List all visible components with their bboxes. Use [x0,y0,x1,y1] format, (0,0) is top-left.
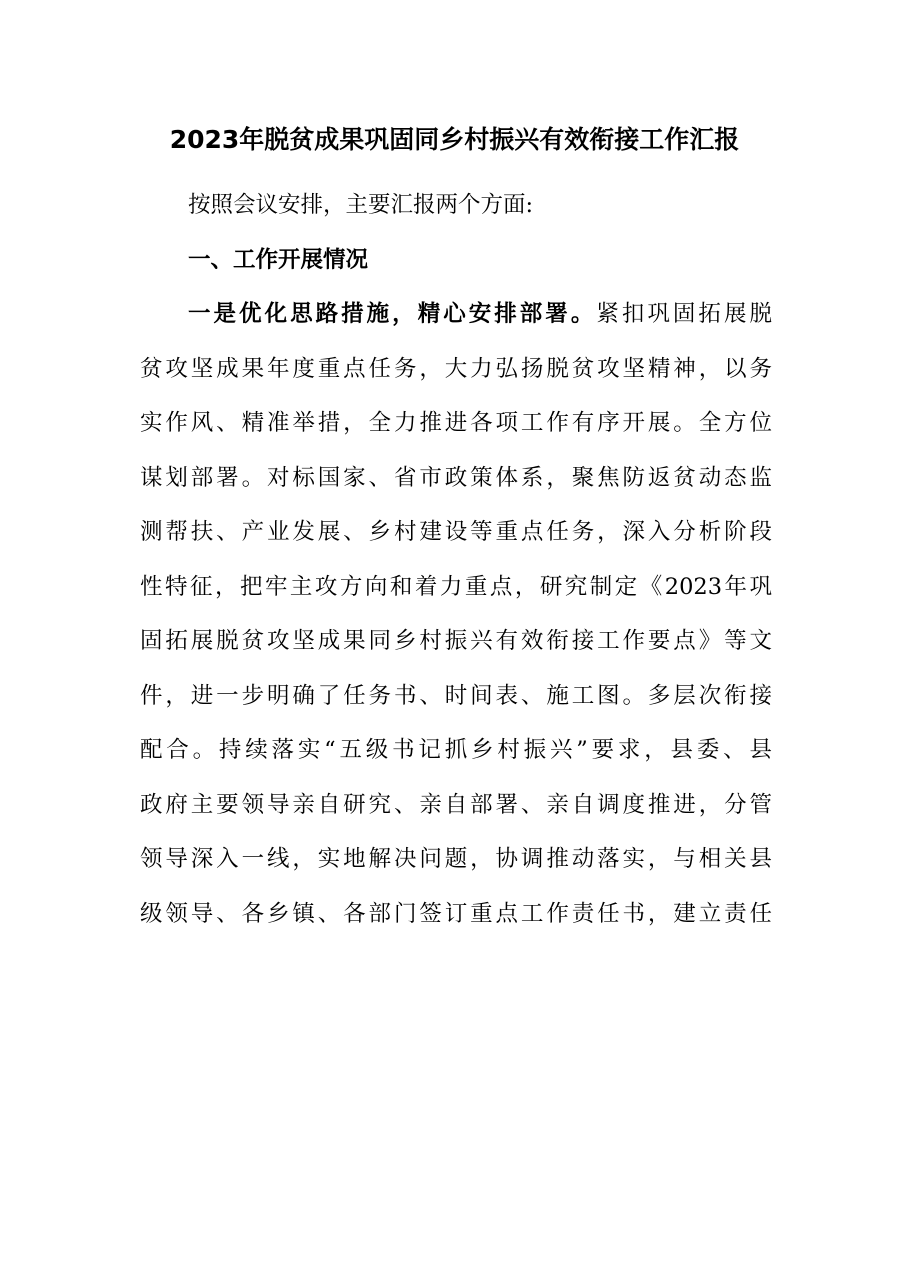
paragraph-first-line [140,287,772,342]
section-heading: 一、工作开展情况 [188,246,369,273]
paragraph-line: 级领导、各乡镇、各部门签订重点工作责任书，建立责任 [140,900,772,927]
paragraph-line: 固拓展脱贫攻坚成果同乡村振兴有效衔接工作要点》等文 [140,628,772,654]
document-body [140,178,772,941]
paragraph-line: 配合。持续落实“五级书记抓乡村振兴”要求，县委、县 [140,737,772,763]
paragraph-line: 贫攻坚成果年度重点任务，大力弘扬脱贫攻坚精神，以务 [140,355,772,382]
paragraph-line: 谋划部署。对标国家、省市政策体系，聚焦防返贫动态监 [140,464,772,491]
paragraph-line: 实作风、精准举措，全力推进各项工作有序开展。全方位 [140,410,772,436]
paragraph-line: 政府主要领导亲自研究、亲自部署、亲自调度推进，分管 [140,791,772,818]
paragraph-line: 件，进一步明确了任务书、时间表、施工图。多层次衔接 [140,682,772,709]
intro-paragraph: 按照会议安排，主要汇报两个方面: [188,192,534,218]
paragraph-line: 测帮扶、产业发展、乡村建设等重点任务，深入分析阶段 [140,519,772,545]
paragraph-lead: 一是优化思路措施，精心安排部署。 [188,301,597,327]
paragraph-line: 领导深入一线，实地解决问题，协调推动落实，与相关县 [140,846,772,872]
document-title: 2023年脱贫成果巩固同乡村振兴有效衔接工作汇报 [169,125,740,154]
paragraph-line: 性特征，把牢主攻方向和着力重点，研究制定《2023年巩 [140,573,772,600]
paragraph-first-line-rest: 紧扣巩固拓展脱 [596,301,772,327]
